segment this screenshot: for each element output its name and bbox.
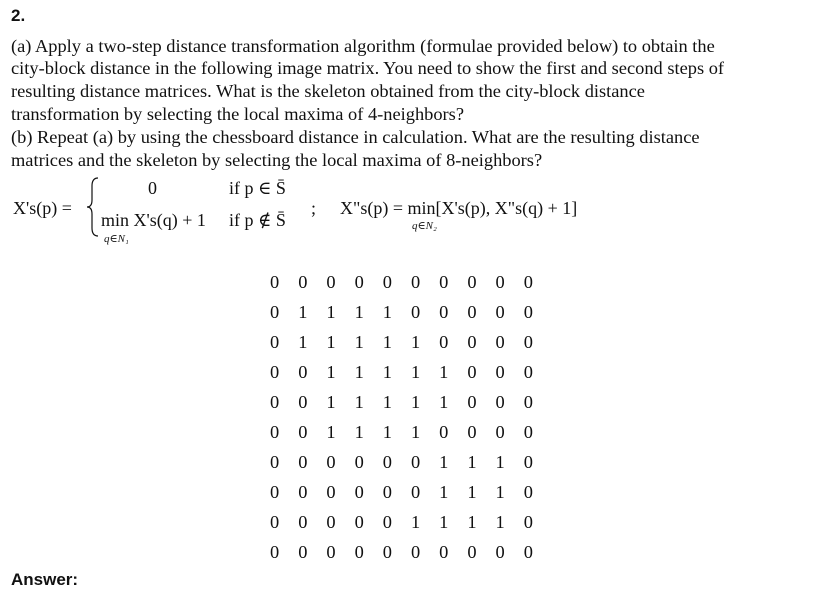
matrix-cell: 0 <box>439 422 449 442</box>
matrix-cell: 1 <box>439 452 449 472</box>
matrix-cell: 0 <box>382 452 392 472</box>
matrix-cell: 0 <box>382 482 392 502</box>
matrix-cell: 1 <box>326 392 336 412</box>
matrix-cell: 1 <box>410 392 421 412</box>
matrix-row <box>270 362 552 383</box>
matrix-cell: 0 <box>523 332 533 352</box>
matrix-cell: 1 <box>354 422 364 442</box>
matrix-row <box>270 482 552 503</box>
answer-label: Answer: <box>11 570 79 589</box>
formula-second-step: X"s(p) = min[X's(p), X"s(q) + 1] <box>340 198 578 218</box>
left-brace-icon <box>86 176 100 238</box>
matrix-cell: 1 <box>410 512 421 532</box>
matrix-cell: 0 <box>410 482 421 502</box>
matrix-cell: 1 <box>410 362 421 382</box>
matrix-cell: 0 <box>298 362 308 382</box>
matrix-cell: 0 <box>439 332 449 352</box>
matrix-cell: 0 <box>410 302 421 322</box>
matrix-cell: 0 <box>467 362 477 382</box>
matrix-cell: 0 <box>270 542 280 562</box>
matrix-cell: 1 <box>439 482 449 502</box>
matrix-cell: 0 <box>270 272 280 292</box>
matrix-row <box>270 392 552 413</box>
matrix-cell: 0 <box>270 302 280 322</box>
matrix-cell: 1 <box>354 332 364 352</box>
formula-second-step-subscript: q∈N₂ <box>412 220 437 232</box>
matrix-cell: 0 <box>523 422 533 442</box>
matrix-cell: 1 <box>326 302 336 322</box>
matrix-cell: 0 <box>354 542 364 562</box>
matrix-row <box>270 542 552 563</box>
question-text-line-5: (b) Repeat (a) by using the chessboard distance in calculation. What are the resulting distance <box>11 127 700 147</box>
question-text-line-2: city-block distance in the following image matrix. You need to show the first and second steps of <box>11 58 725 78</box>
matrix-cell: 0 <box>523 452 533 472</box>
matrix-cell: 0 <box>439 272 449 292</box>
formula-lhs-first-step: X's(p) = <box>13 198 72 218</box>
matrix-cell: 0 <box>270 422 280 442</box>
matrix-cell: 0 <box>382 272 392 292</box>
matrix-row <box>270 302 552 323</box>
matrix-cell: 0 <box>439 542 449 562</box>
matrix-cell: 1 <box>298 332 308 352</box>
matrix-cell: 0 <box>298 512 308 532</box>
matrix-cell: 0 <box>382 542 392 562</box>
matrix-cell: 0 <box>354 452 364 472</box>
matrix-cell: 1 <box>354 302 364 322</box>
matrix-cell: 0 <box>467 422 477 442</box>
matrix-cell: 1 <box>467 452 477 472</box>
matrix-cell: 1 <box>382 302 392 322</box>
formula-case2-condition: if p ∉ S̄ <box>229 210 286 230</box>
matrix-cell: 0 <box>270 512 280 532</box>
matrix-cell: 0 <box>495 272 505 292</box>
matrix-cell: 0 <box>326 272 336 292</box>
question-text-line-3: resulting distance matrices. What is the skeleton obtained from the city-block distance <box>11 81 645 101</box>
matrix-cell: 0 <box>439 302 449 322</box>
formula-case2-value: min X's(q) + 1 <box>101 210 206 230</box>
matrix-cell: 1 <box>495 482 505 502</box>
matrix-cell: 0 <box>495 302 505 322</box>
matrix-cell: 1 <box>410 422 421 442</box>
formula-separator: ; <box>311 198 317 218</box>
matrix-cell: 1 <box>382 332 392 352</box>
matrix-cell: 1 <box>439 392 449 412</box>
matrix-cell: 0 <box>523 482 533 502</box>
matrix-cell: 1 <box>354 392 364 412</box>
matrix-cell: 0 <box>326 482 336 502</box>
question-text-line-4: transformation by selecting the local maxima of 4-neighbors? <box>11 104 464 124</box>
matrix-cell: 0 <box>523 272 533 292</box>
matrix-cell: 0 <box>467 332 477 352</box>
matrix-cell: 0 <box>382 512 392 532</box>
matrix-cell: 0 <box>298 542 308 562</box>
matrix-cell: 0 <box>298 392 308 412</box>
question-number: 2. <box>11 6 26 25</box>
matrix-cell: 1 <box>354 362 364 382</box>
matrix-cell: 1 <box>382 362 392 382</box>
matrix-cell: 0 <box>298 452 308 472</box>
matrix-cell: 1 <box>326 332 336 352</box>
matrix-row <box>270 332 552 353</box>
matrix-cell: 0 <box>410 452 421 472</box>
matrix-cell: 0 <box>298 272 308 292</box>
matrix-cell: 0 <box>410 542 421 562</box>
matrix-cell: 0 <box>523 302 533 322</box>
matrix-cell: 1 <box>467 482 477 502</box>
matrix-cell: 0 <box>270 392 280 412</box>
matrix-cell: 0 <box>270 332 280 352</box>
matrix-cell: 0 <box>495 422 505 442</box>
matrix-cell: 1 <box>326 362 336 382</box>
matrix-cell: 0 <box>270 452 280 472</box>
matrix-cell: 0 <box>354 512 364 532</box>
formula-case1-value: 0 <box>148 178 157 198</box>
matrix-cell: 1 <box>439 512 449 532</box>
matrix-cell: 0 <box>467 302 477 322</box>
matrix-cell: 1 <box>326 422 336 442</box>
matrix-cell: 0 <box>298 422 308 442</box>
matrix-cell: 0 <box>354 482 364 502</box>
matrix-cell: 0 <box>270 482 280 502</box>
matrix-cell: 0 <box>410 272 421 292</box>
matrix-cell: 0 <box>523 512 533 532</box>
matrix-cell: 0 <box>354 272 364 292</box>
matrix-cell: 0 <box>523 542 533 562</box>
matrix-cell: 0 <box>298 482 308 502</box>
matrix-cell: 1 <box>298 302 308 322</box>
matrix-cell: 0 <box>495 542 505 562</box>
matrix-cell: 0 <box>495 362 505 382</box>
matrix-cell: 0 <box>467 392 477 412</box>
matrix-cell: 0 <box>495 392 505 412</box>
matrix-row <box>270 452 552 473</box>
matrix-cell: 0 <box>326 542 336 562</box>
question-text-line-1: (a) Apply a two-step distance transformation algorithm (formulae provided below) to obtain the <box>11 36 715 56</box>
question-text-line-6: matrices and the skeleton by selecting the local maxima of 8-neighbors? <box>11 150 543 170</box>
matrix-row <box>270 512 552 533</box>
matrix-cell: 1 <box>382 392 392 412</box>
matrix-cell: 1 <box>495 512 505 532</box>
matrix-cell: 0 <box>467 272 477 292</box>
formula-case1-condition: if p ∈ S̄ <box>229 178 286 198</box>
matrix-cell: 0 <box>495 332 505 352</box>
matrix-row <box>270 272 552 293</box>
matrix-cell: 1 <box>467 512 477 532</box>
matrix-cell: 1 <box>495 452 505 472</box>
formula-case2-subscript: q∈N₁ <box>104 233 129 245</box>
matrix-cell: 0 <box>523 362 533 382</box>
matrix-cell: 0 <box>523 392 533 412</box>
matrix-cell: 0 <box>467 542 477 562</box>
matrix-cell: 0 <box>326 512 336 532</box>
matrix-cell: 0 <box>326 452 336 472</box>
matrix-cell: 0 <box>270 362 280 382</box>
matrix-cell: 1 <box>410 332 421 352</box>
matrix-cell: 1 <box>439 362 449 382</box>
matrix-row <box>270 422 552 443</box>
matrix-cell: 1 <box>382 422 392 442</box>
